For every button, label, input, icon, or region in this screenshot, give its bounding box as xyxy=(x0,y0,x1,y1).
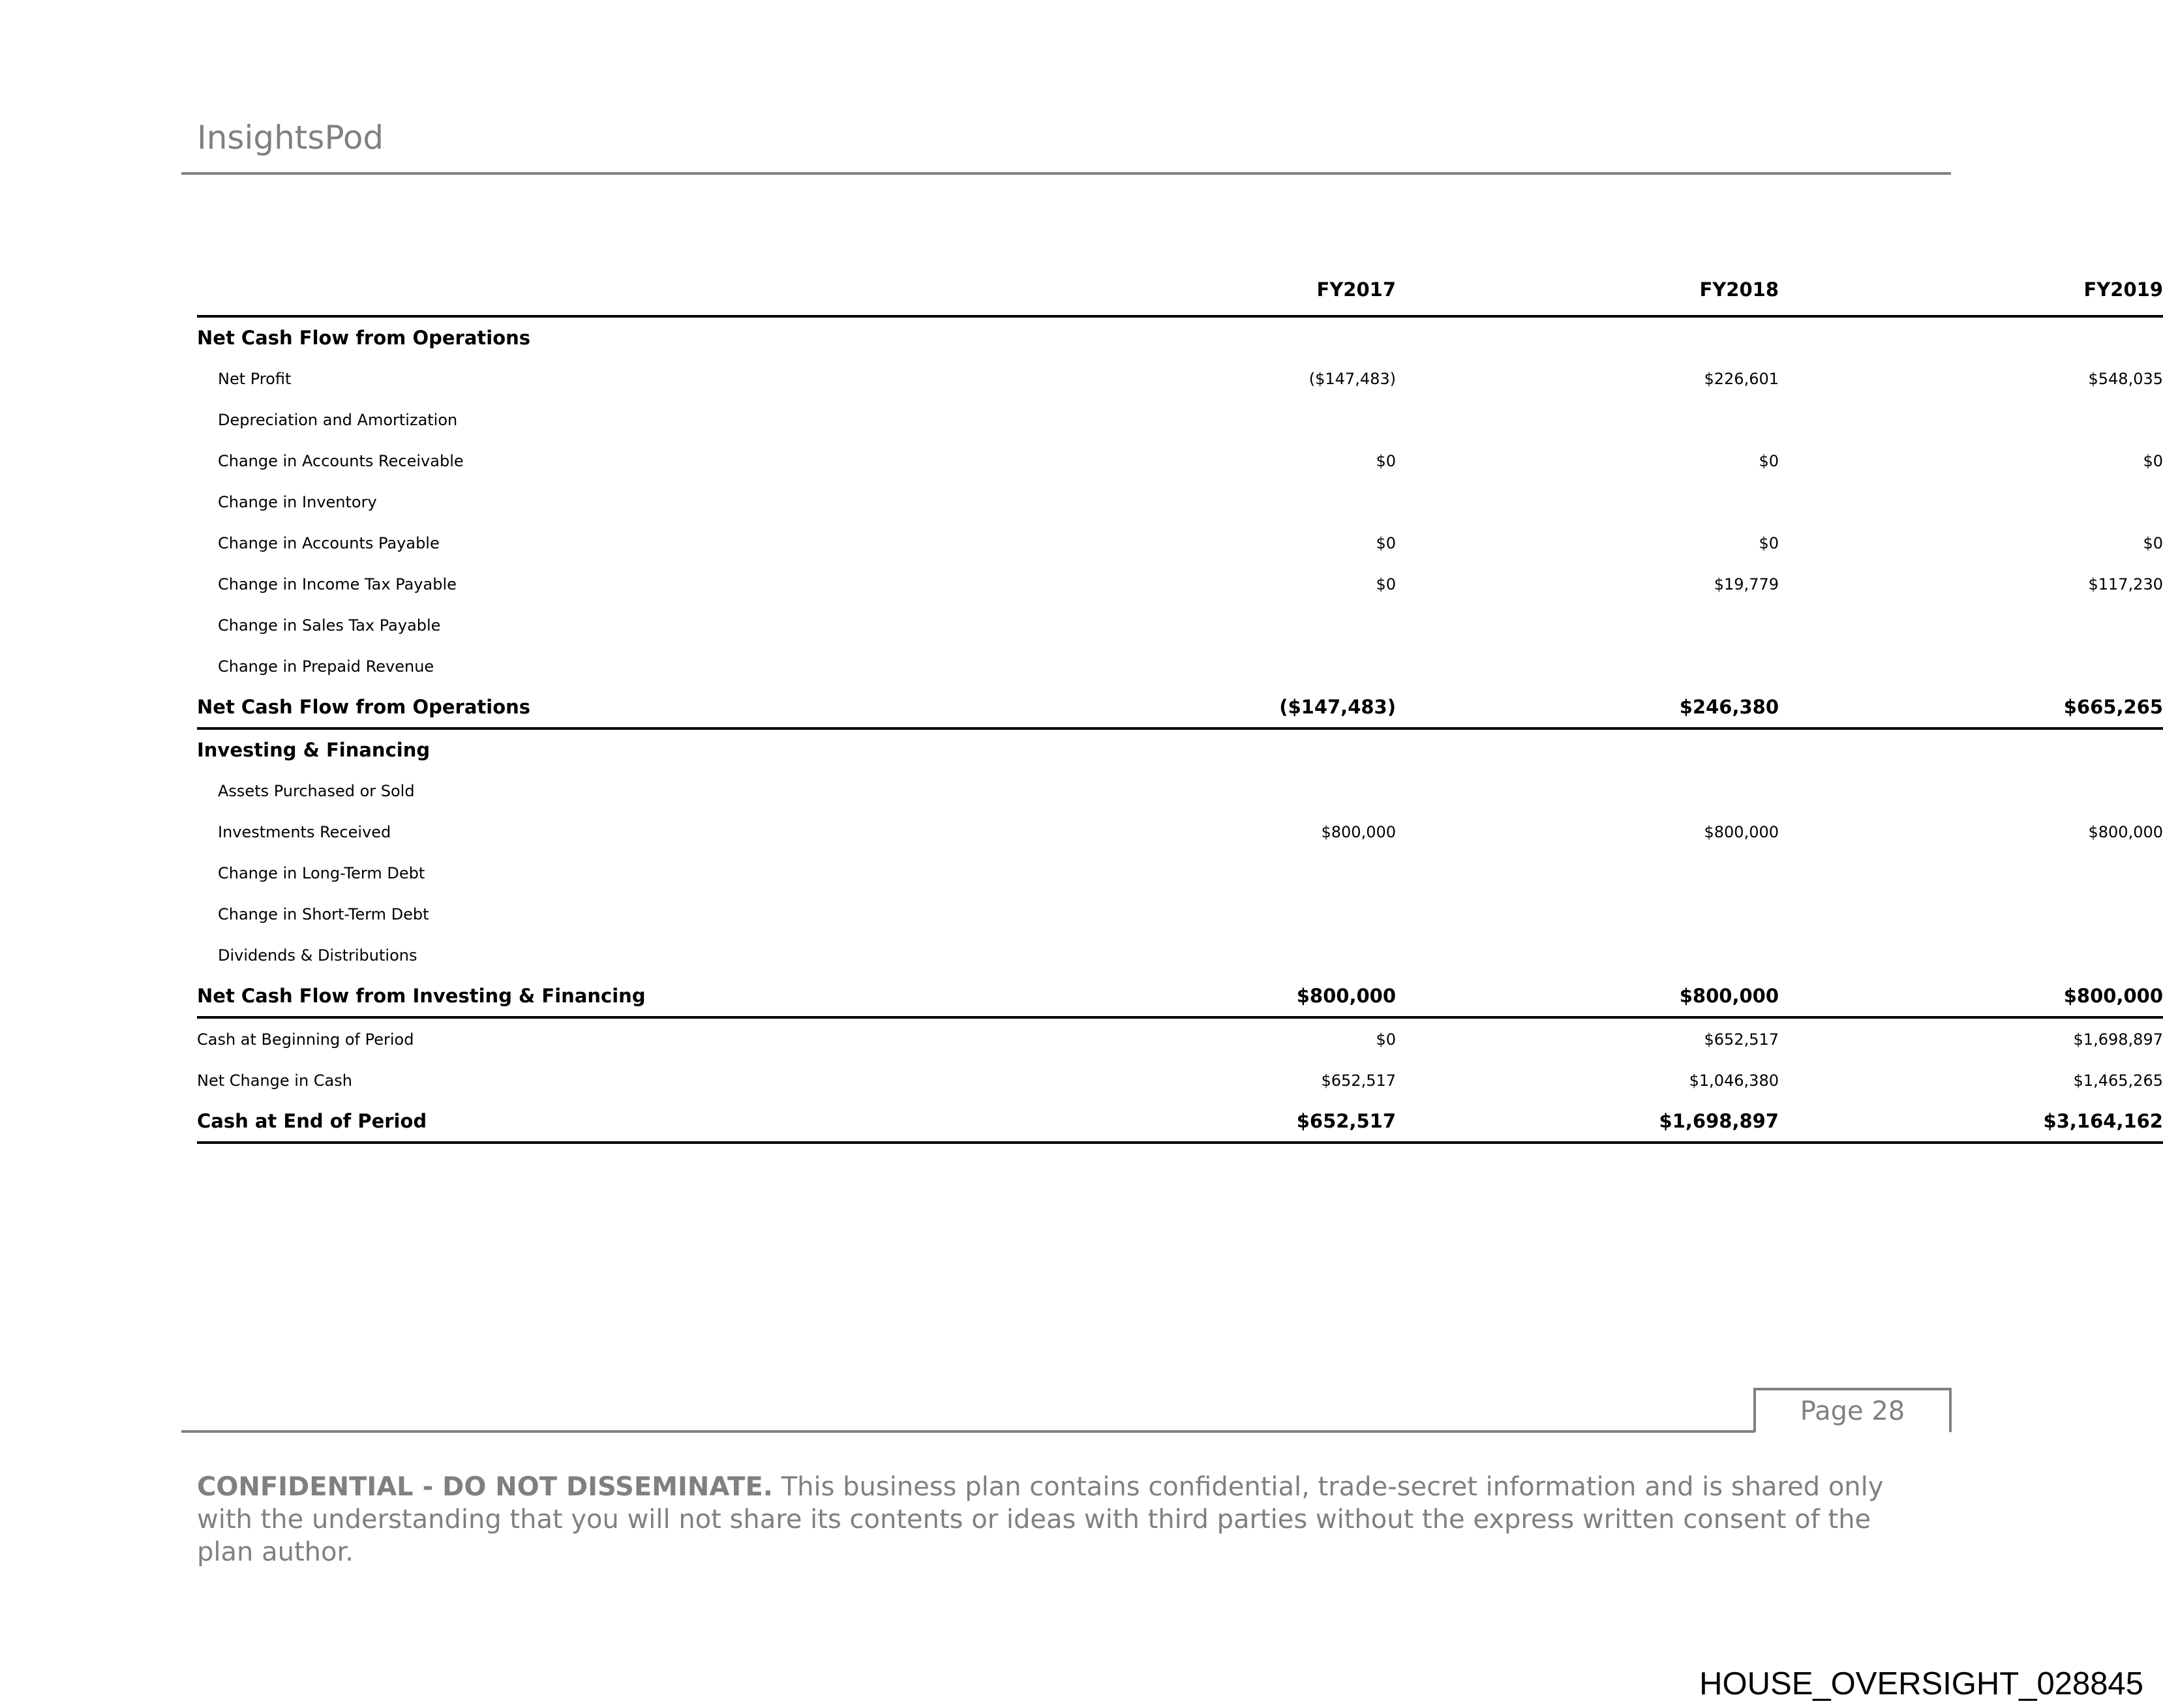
row-value-fy2019: $0 xyxy=(2143,451,2163,470)
row-value-fy2018: $1,046,380 xyxy=(1689,1071,1779,1090)
total-value-fy2019: $3,164,162 xyxy=(1779,1101,2163,1143)
row-value-fy2018 xyxy=(1396,605,1779,646)
row-value-fy2019 xyxy=(1779,935,2163,976)
row-label: Cash at Beginning of Period xyxy=(197,1030,414,1049)
total-value-fy2018: $800,000 xyxy=(1396,976,1779,1017)
row-value-fy2017: $652,517 xyxy=(1321,1071,1396,1090)
company-name: InsightsPod xyxy=(197,119,384,157)
row-value-fy2019: $800,000 xyxy=(2088,822,2163,841)
footer-divider xyxy=(181,1430,1755,1433)
column-header-fy2019: FY2019 xyxy=(1779,264,2163,316)
total-label: Cash at End of Period xyxy=(197,1101,1011,1143)
total-value-fy2017: $800,000 xyxy=(1011,976,1396,1017)
row-value-fy2019 xyxy=(1779,605,2163,646)
row-value-fy2017: $800,000 xyxy=(1321,822,1396,841)
row-value-fy2019: $117,230 xyxy=(2088,575,2163,593)
row-value-fy2019 xyxy=(1779,852,2163,893)
row-value-fy2017 xyxy=(1011,399,1396,440)
row-value-fy2017: $0 xyxy=(1376,451,1396,470)
table-row xyxy=(197,646,2163,687)
row-value-fy2019: $548,035 xyxy=(2088,369,2163,388)
confidentiality-notice xyxy=(197,1471,1906,1568)
section-heading-label: Investing & Financing xyxy=(197,739,431,761)
table-header-row xyxy=(197,264,2163,316)
total-value-fy2019: $800,000 xyxy=(1779,976,2163,1017)
table-row xyxy=(197,1017,2163,1060)
header-divider xyxy=(181,172,1951,175)
row-label: Change in Inventory xyxy=(218,492,377,511)
row-value-fy2017 xyxy=(1011,893,1396,935)
table-row xyxy=(197,440,2163,481)
row-value-fy2019 xyxy=(1779,770,2163,811)
row-value-fy2019: $1,465,265 xyxy=(2073,1071,2163,1090)
document-id-stamp: HOUSE_OVERSIGHT_028845 xyxy=(1699,1666,2143,1701)
row-value-fy2018: $0 xyxy=(1759,451,1779,470)
row-value-fy2019 xyxy=(1779,646,2163,687)
row-value-fy2017 xyxy=(1011,770,1396,811)
row-value-fy2018 xyxy=(1396,481,1779,522)
total-value-fy2017: ($147,483) xyxy=(1011,687,1396,728)
total-value-fy2018: $1,698,897 xyxy=(1396,1101,1779,1143)
row-value-fy2017 xyxy=(1011,605,1396,646)
row-label: Change in Accounts Payable xyxy=(218,533,440,552)
row-value-fy2018 xyxy=(1396,646,1779,687)
table-row xyxy=(197,481,2163,522)
row-value-fy2018 xyxy=(1396,399,1779,440)
table-row xyxy=(197,893,2163,935)
total-value-fy2019: $665,265 xyxy=(1779,687,2163,728)
row-value-fy2018: $19,779 xyxy=(1714,575,1779,593)
table-row xyxy=(197,358,2163,399)
row-label: Assets Purchased or Sold xyxy=(218,781,415,800)
row-value-fy2017: $0 xyxy=(1376,1030,1396,1049)
row-value-fy2018: $0 xyxy=(1759,533,1779,552)
table-row xyxy=(197,605,2163,646)
row-value-fy2018 xyxy=(1396,852,1779,893)
column-header-fy2017: FY2017 xyxy=(1011,264,1396,316)
row-value-fy2017: $0 xyxy=(1376,533,1396,552)
row-label: Net Change in Cash xyxy=(197,1071,352,1090)
table-row xyxy=(197,770,2163,811)
row-value-fy2017 xyxy=(1011,646,1396,687)
row-label: Change in Sales Tax Payable xyxy=(218,616,441,635)
column-header-label xyxy=(197,264,1011,316)
row-value-fy2019 xyxy=(1779,893,2163,935)
section-heading-investing xyxy=(197,728,2163,770)
row-value-fy2019: $1,698,897 xyxy=(2073,1030,2163,1049)
total-label: Net Cash Flow from Operations xyxy=(197,687,1011,728)
total-value-fy2017: $652,517 xyxy=(1011,1101,1396,1143)
table-row xyxy=(197,522,2163,563)
row-label: Change in Prepaid Revenue xyxy=(218,657,434,676)
table-row xyxy=(197,1060,2163,1101)
row-value-fy2019: $0 xyxy=(2143,533,2163,552)
table-row xyxy=(197,563,2163,605)
row-value-fy2017 xyxy=(1011,935,1396,976)
row-label: Change in Long-Term Debt xyxy=(218,863,425,882)
row-value-fy2018: $226,601 xyxy=(1704,369,1779,388)
row-value-fy2018 xyxy=(1396,893,1779,935)
cash-flow-table xyxy=(197,264,2163,1144)
table-row xyxy=(197,852,2163,893)
row-value-fy2019 xyxy=(1779,481,2163,522)
confidentiality-text: This business plan contains confidential, trade-secret information and is shared only with the understanding that you will not share its contents or ideas with third parties without the express written consent of the plan author. xyxy=(197,1472,1884,1567)
page-number: Page 28 xyxy=(1753,1388,1952,1432)
row-value-fy2017 xyxy=(1011,852,1396,893)
total-value-fy2018: $246,380 xyxy=(1396,687,1779,728)
row-value-fy2017: ($147,483) xyxy=(1308,369,1396,388)
total-row-investing xyxy=(197,976,2163,1017)
row-label: Investments Received xyxy=(218,822,391,841)
row-label: Change in Income Tax Payable xyxy=(218,575,457,593)
total-row-operations xyxy=(197,687,2163,728)
row-value-fy2018: $800,000 xyxy=(1704,822,1779,841)
row-value-fy2019 xyxy=(1779,399,2163,440)
row-label: Change in Short-Term Debt xyxy=(218,905,429,923)
table-row xyxy=(197,811,2163,852)
column-header-fy2018: FY2018 xyxy=(1396,264,1779,316)
table-row xyxy=(197,399,2163,440)
row-label: Dividends & Distributions xyxy=(218,946,417,965)
row-label: Change in Accounts Receivable xyxy=(218,451,464,470)
row-value-fy2018: $652,517 xyxy=(1704,1030,1779,1049)
row-value-fy2017 xyxy=(1011,481,1396,522)
total-label: Net Cash Flow from Investing & Financing xyxy=(197,976,1011,1017)
section-heading-label: Net Cash Flow from Operations xyxy=(197,327,531,349)
confidentiality-lead: CONFIDENTIAL - DO NOT DISSEMINATE. xyxy=(197,1472,773,1502)
row-label: Depreciation and Amortization xyxy=(218,410,458,429)
row-value-fy2018 xyxy=(1396,770,1779,811)
row-value-fy2018 xyxy=(1396,935,1779,976)
table-row xyxy=(197,935,2163,976)
row-label: Net Profit xyxy=(218,369,292,388)
row-value-fy2017: $0 xyxy=(1376,575,1396,593)
section-heading-operations xyxy=(197,316,2163,358)
total-row-cash-end xyxy=(197,1101,2163,1143)
